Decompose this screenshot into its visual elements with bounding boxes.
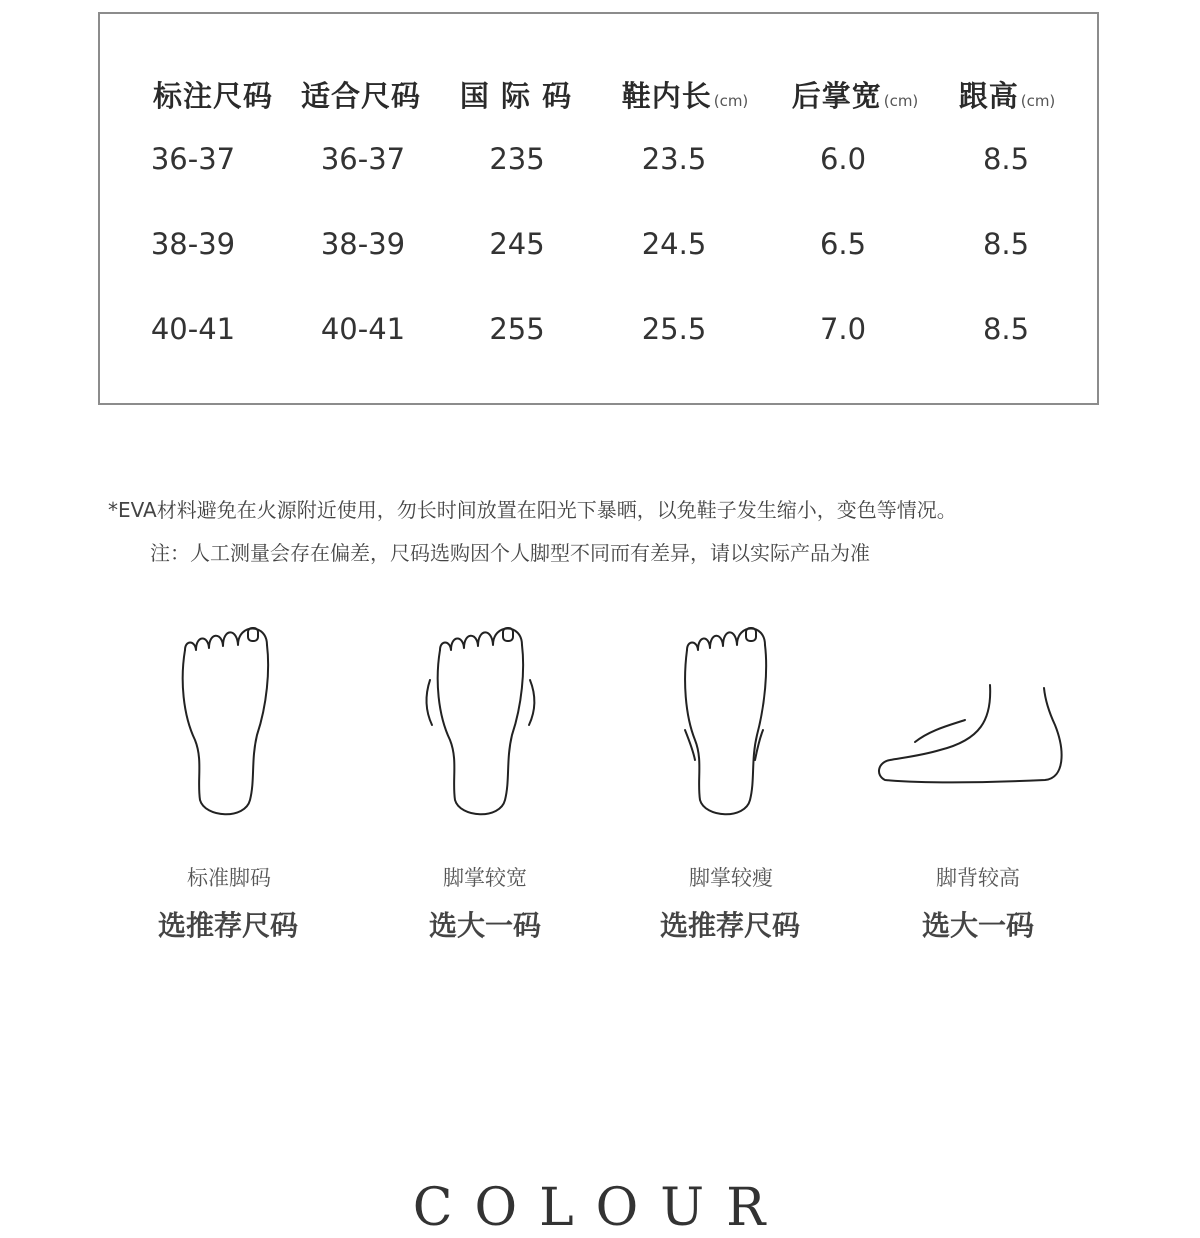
header-inner-length: 鞋内长 (cm) — [621, 79, 749, 113]
foot-advice-label: 选推荐尺码 — [659, 909, 801, 942]
table-cell: 8.5 — [982, 227, 1030, 261]
table-cell: 38-39 — [320, 227, 406, 261]
table-cell: 6.5 — [819, 227, 867, 261]
foot-advice-label: 选大一码 — [428, 909, 542, 942]
table-cell: 23.5 — [641, 142, 707, 176]
table-cell: 40-41 — [150, 312, 236, 346]
measurement-note: 注：人工测量会存在偏差，尺码选购因个人脚型不同而有差异，请以实际产品为准 — [150, 541, 870, 565]
table-cell: 7.0 — [819, 312, 867, 346]
table-cell: 235 — [489, 142, 545, 176]
foot-advice-label: 选推荐尺码 — [157, 909, 299, 942]
high-instep-foot-icon — [870, 680, 1070, 790]
foot-type-label: 脚掌较瘦 — [689, 866, 773, 890]
standard-foot-icon — [175, 620, 285, 820]
table-cell: 245 — [489, 227, 545, 261]
foot-type-label: 标准脚码 — [187, 866, 271, 890]
wide-foot-icon — [420, 620, 550, 820]
table-cell: 36-37 — [150, 142, 236, 176]
header-heel-height: 跟高 (cm) — [958, 79, 1056, 113]
table-cell: 24.5 — [641, 227, 707, 261]
header-heel-width: 后掌宽 (cm) — [791, 79, 919, 113]
table-cell: 40-41 — [320, 312, 406, 346]
table-cell: 8.5 — [982, 312, 1030, 346]
header-fit-size: 适合尺码 — [300, 79, 422, 113]
table-cell: 38-39 — [150, 227, 236, 261]
header-intl-size: 国 际 码 — [459, 79, 573, 113]
narrow-foot-icon — [675, 620, 785, 820]
foot-advice-label: 选大一码 — [921, 909, 1035, 942]
table-cell: 25.5 — [641, 312, 707, 346]
eva-warning-note: *EVA材料避免在火源附近使用，勿长时间放置在阳光下暴晒，以免鞋子发生缩小，变色等情况。 — [108, 498, 957, 522]
foot-type-label: 脚背较高 — [936, 866, 1020, 890]
foot-type-label: 脚掌较宽 — [443, 866, 527, 890]
foot-type-guide — [0, 600, 1200, 960]
size-table — [98, 12, 1099, 405]
table-cell: 8.5 — [982, 142, 1030, 176]
header-label-size: 标注尺码 — [152, 79, 274, 113]
brand-logo: COLOUR — [412, 1178, 788, 1238]
table-cell: 6.0 — [819, 142, 867, 176]
table-cell: 36-37 — [320, 142, 406, 176]
table-cell: 255 — [489, 312, 545, 346]
